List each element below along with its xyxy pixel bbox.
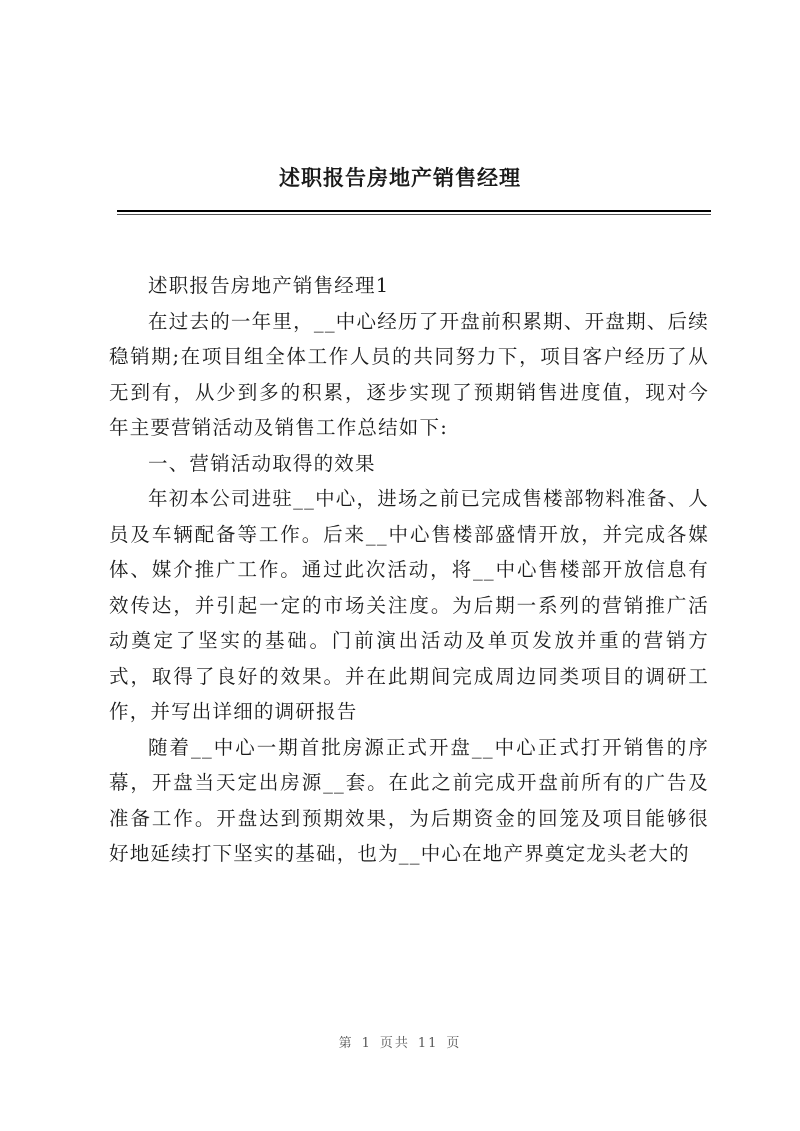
- page-footer: [0, 1032, 800, 1051]
- body-paragraph: 随着__中心一期首批房源正式开盘__中心正式打开销售的序幕，开盘当天定出房源__套。在此之前完成开盘前所有的广告及准备工作。开盘达到预期效果，为后期资金的回笼及项目能够很好地延续打下坚实的基础，也为__中心在地产界奠定龙头老大的: [109, 735, 709, 865]
- document-title: 述职报告房地产销售经理: [279, 165, 521, 190]
- title-divider: [117, 210, 711, 212]
- footer-total-pages: 11: [417, 1036, 439, 1051]
- footer-label-pages: 页: [446, 1036, 462, 1051]
- footer-label-of: 页共: [379, 1036, 410, 1051]
- title-divider-thin: [117, 214, 711, 215]
- section-heading: 述职报告房地产销售经理1: [148, 274, 390, 297]
- subsection-heading: 一、营销活动取得的效果: [148, 451, 376, 475]
- body-paragraph: 年初本公司进驻__中心，进场之前已完成售楼部物料准备、人员及车辆配备等工作。后来__中心售楼部盛情开放，并完成各媒体、媒介推广工作。通过此次活动，将__中心售楼部开放信息有效传达，并引起一定的市场关注度。为后期一系列的营销推广活动奠定了坚实的基础。门前演出活动及单页发放并重的营销方式，取得了良好的效果。并在此期间完成周边同类项目的调研工作，并写出详细的调研报告: [109, 487, 709, 723]
- body-paragraph: 在过去的一年里，__中心经历了开盘前积累期、开盘期、后续稳销期;在项目组全体工作人员的共同努力下，项目客户经历了从无到有，从少到多的积累，逐步实现了预期销售进度值，现对今年主要营销活动及销售工作总结如下:: [109, 309, 709, 439]
- footer-label-page: 第: [338, 1036, 354, 1051]
- document-body: [109, 268, 709, 872]
- footer-current-page: 1: [361, 1036, 372, 1051]
